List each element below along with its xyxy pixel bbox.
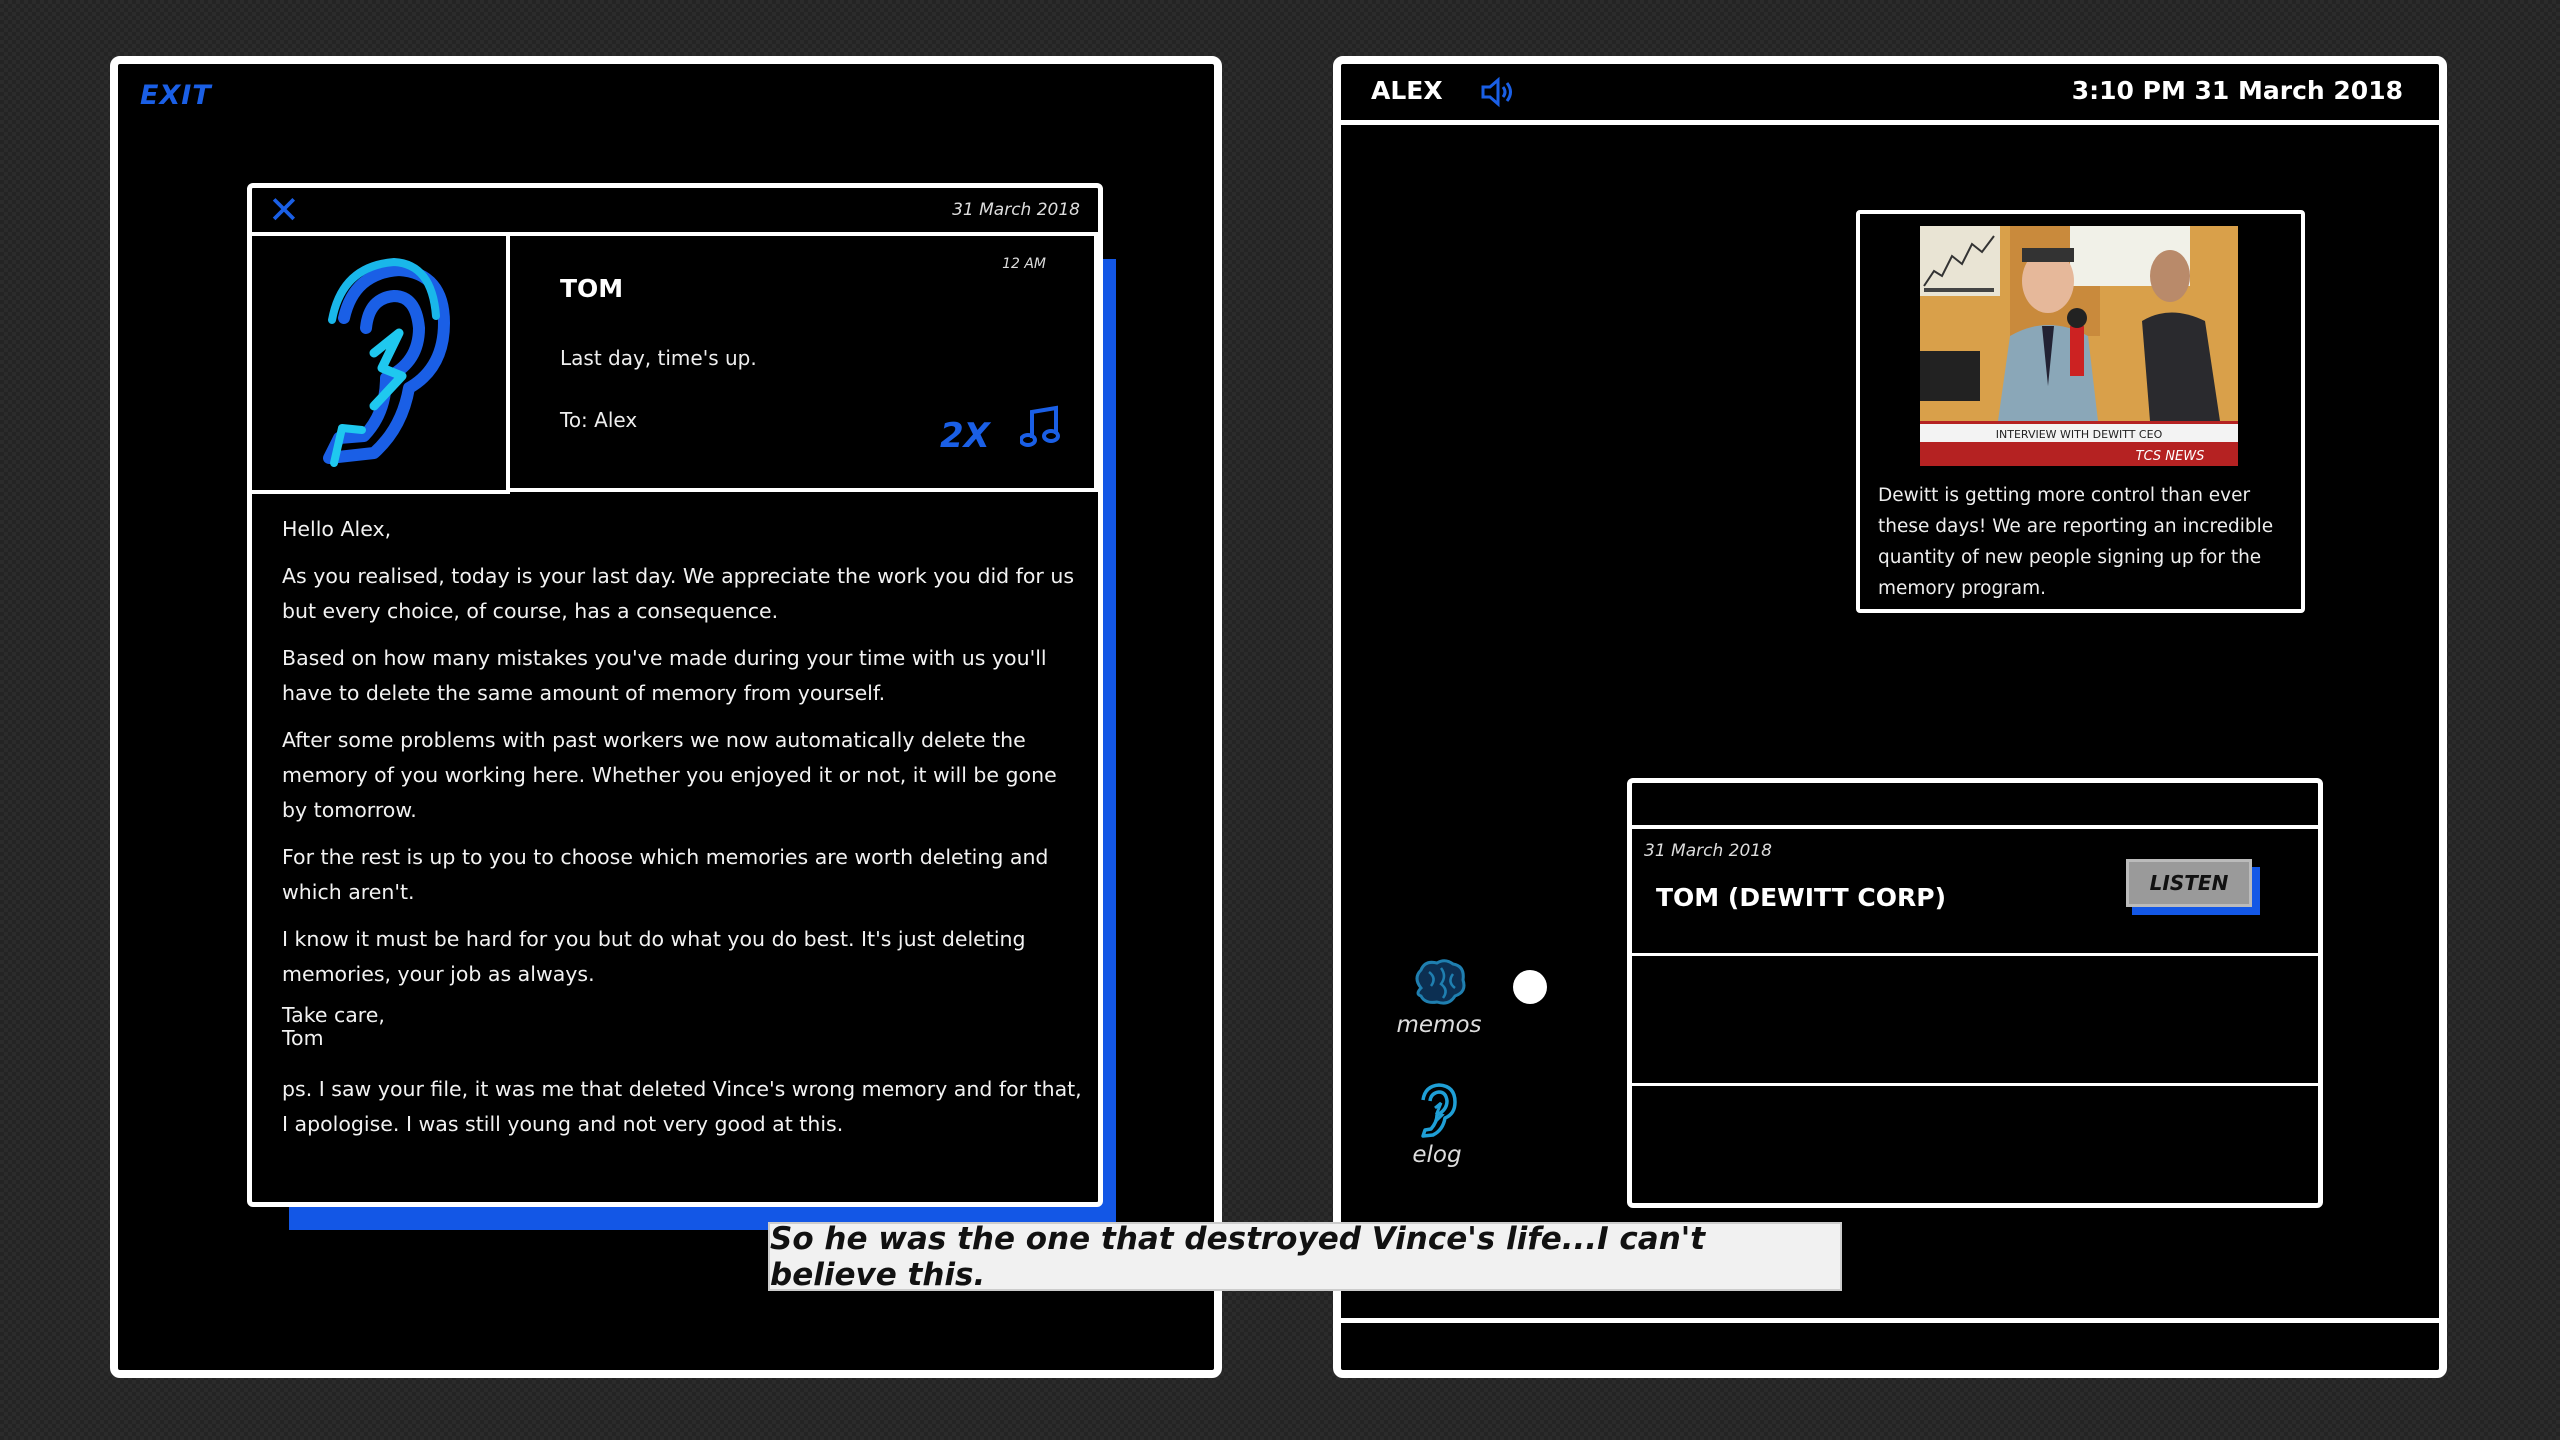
email-subject: Last day, time's up. [560, 346, 757, 370]
app-memos[interactable] [1389, 958, 1489, 1038]
listen-button[interactable]: LISTEN [2126, 859, 2252, 907]
app-elog-label: elog [1412, 1142, 1462, 1168]
brain-icon [1411, 958, 1467, 1008]
app-elog[interactable] [1387, 1082, 1487, 1168]
email-window [247, 183, 1103, 1207]
close-icon[interactable]: ✕ [268, 188, 300, 232]
email-header [510, 236, 1098, 492]
email-signoff: Take care, Tom [282, 1003, 385, 1050]
memo-sender: TOM (DEWITT CORP) [1656, 883, 1947, 912]
memo-empty-slot [1632, 956, 2318, 1086]
status-bar [1341, 64, 2439, 125]
playback-speed-button[interactable]: 2X [940, 416, 990, 456]
email-recipient: To: Alex [560, 408, 638, 432]
news-channel: TCS NEWS [2135, 449, 2205, 464]
music-note-icon[interactable] [1020, 404, 1060, 452]
sender-avatar [252, 236, 510, 494]
email-screen [110, 56, 1222, 1378]
email-sender: TOM [560, 274, 624, 303]
email-date: 31 March 2018 [952, 200, 1080, 220]
email-body [282, 512, 1082, 1154]
speaker-icon[interactable] [1479, 76, 1519, 112]
memo-item[interactable] [1632, 829, 2318, 956]
email-paragraph: As you realised, today is your last day. We appreciate the work you did for us but every choice, of course, has a consequence. [282, 564, 1075, 623]
exit-button[interactable]: EXIT [140, 80, 212, 111]
clock: 3:10 PM 31 March 2018 [2071, 76, 2403, 105]
ear-icon [1415, 1082, 1459, 1138]
news-card[interactable] [1856, 210, 2305, 613]
memo-date: 31 March 2018 [1644, 841, 1772, 861]
news-caption: INTERVIEW WITH DEWITT CEO [1995, 428, 2163, 441]
email-paragraph: Based on how many mistakes you've made during your time with us you'll have to delete the same amount of memory from yourself. [282, 646, 1047, 705]
ear-icon [304, 258, 454, 468]
news-text: Dewitt is getting more control than ever these days! We are reporting an incredible quantity of new people signing up for the memory program. [1878, 485, 2274, 599]
user-name: ALEX [1371, 76, 1443, 105]
email-time: 12 AM [1002, 256, 1046, 272]
notification-dot [1513, 970, 1547, 1004]
email-paragraph: For the rest is up to you to choose which memories are worth deleting and which aren't. [282, 845, 1049, 904]
memo-list-header [1632, 783, 2318, 829]
phone-screen [1333, 56, 2447, 1378]
email-paragraph: I know it must be hard for you but do what you do best. It's just deleting memories, your job as always. [282, 927, 1026, 986]
memo-list [1627, 778, 2323, 1208]
email-title-bar [252, 188, 1098, 236]
email-paragraph: After some problems with past workers we now automatically delete the memory of you working here. Whether you enjoyed it or not, it will be gone by tomorrow. [282, 728, 1057, 822]
app-memos-label: memos [1396, 1012, 1482, 1038]
dialogue-subtitle: So he was the one that destroyed Vince's life...I can't believe this. [768, 1222, 1842, 1291]
email-paragraph: ps. I saw your file, it was me that deleted Vince's wrong memory and for that, I apologise. I was still young and not very good at this. [282, 1077, 1082, 1136]
bottom-bar [1341, 1318, 2439, 1323]
email-paragraph: Hello Alex, [282, 517, 392, 541]
news-image [1920, 226, 2238, 466]
